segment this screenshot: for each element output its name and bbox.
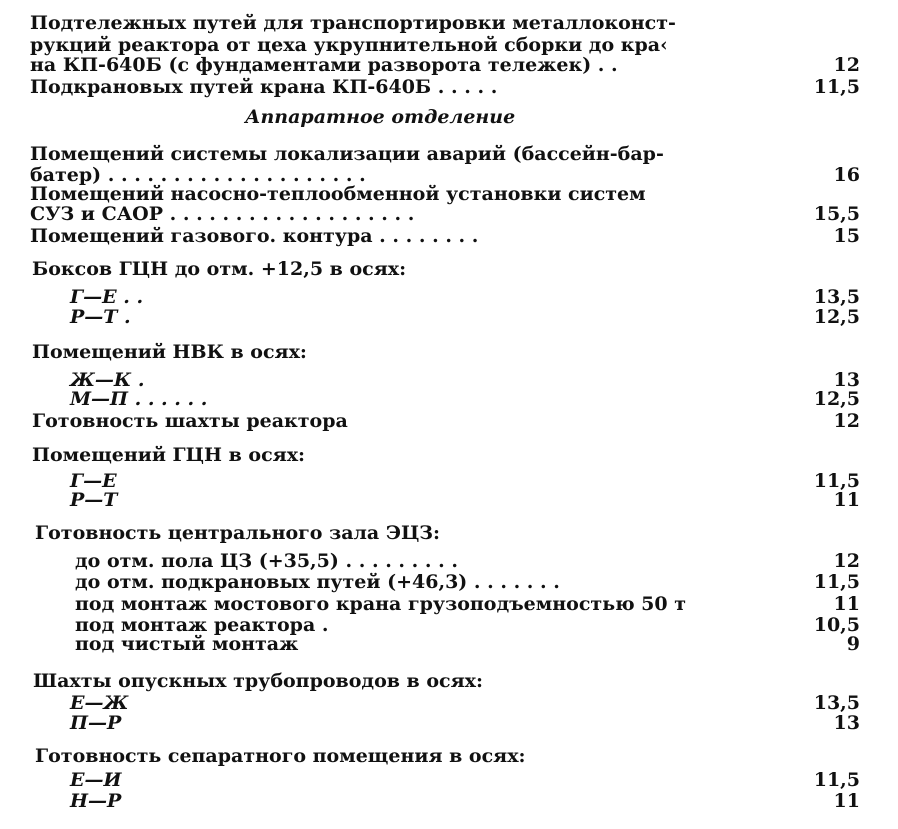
line-value: 9	[846, 633, 860, 655]
text-line	[0, 258, 898, 280]
text-line	[0, 54, 898, 76]
text-line	[0, 12, 898, 34]
text-line	[0, 670, 898, 692]
line-value: 11,5	[813, 769, 860, 791]
line-text: Готовность центрального зала ЭЦЗ:	[35, 522, 441, 544]
line-value: 11,5	[813, 470, 860, 492]
line-value: 12	[833, 410, 860, 432]
line-text: Н—Р	[70, 790, 122, 812]
line-value: 12	[833, 550, 860, 572]
line-value: 12,5	[813, 306, 860, 328]
line-value: 11	[833, 790, 860, 812]
line-text: до отм. подкрановых путей (+46,3) . . . . . . .	[75, 571, 560, 593]
line-text: Г—Е . .	[70, 286, 144, 308]
text-line	[0, 34, 898, 56]
text-line	[0, 76, 898, 98]
line-text: Помещений насосно-теплообменной установки систем	[30, 183, 646, 205]
line-text: Ж—К .	[70, 369, 145, 391]
line-text: до отм. пола ЦЗ (+35,5) . . . . . . . . .	[75, 550, 458, 572]
line-text: Готовность сепаратного помещения в осях:	[35, 745, 526, 767]
section-heading: Аппаратное отделение	[245, 106, 516, 128]
line-text: Помещений ГЦН в осях:	[32, 444, 306, 466]
line-text: Боксов ГЦН до отм. +12,5 в осях:	[32, 258, 407, 280]
text-line	[0, 550, 898, 572]
line-text: Помещений газового. контура . . . . . . . .	[30, 225, 479, 247]
line-value: 13,5	[813, 692, 860, 714]
line-text: батер) . . . . . . . . . . . . . . . . . . . .	[30, 164, 366, 186]
line-value: 12,5	[813, 388, 860, 410]
text-line	[0, 286, 898, 308]
text-line	[0, 790, 898, 812]
text-line	[0, 692, 898, 714]
text-line	[0, 203, 898, 225]
line-value: 13,5	[813, 286, 860, 308]
text-line	[0, 410, 898, 432]
text-line	[0, 489, 898, 511]
text-line	[0, 306, 898, 328]
line-text: П—Р	[70, 712, 122, 734]
line-text: Е—Ж	[70, 692, 129, 714]
line-text: под монтаж мостового крана грузоподъемностью 50 т	[75, 593, 687, 615]
text-line	[0, 388, 898, 410]
line-value: 15,5	[813, 203, 860, 225]
line-value: 12	[833, 54, 860, 76]
line-value: 16	[833, 164, 860, 186]
line-text: Готовность шахты реактора	[32, 410, 348, 432]
text-line	[0, 522, 898, 544]
line-text: на КП-640Б (с фундаментами разворота тележек) . .	[30, 54, 618, 76]
text-line	[0, 633, 898, 655]
line-value: 11	[833, 489, 860, 511]
line-text: СУЗ и САОР . . . . . . . . . . . . . . . . . . .	[30, 203, 415, 225]
line-text: Шахты опускных трубопроводов в осях:	[33, 670, 483, 692]
line-text: Р—Т	[70, 489, 118, 511]
line-value: 13	[833, 369, 860, 391]
line-text: Г—Е	[70, 470, 117, 492]
line-text: рукций реактора от цеха укрупнительной сборки до кра‹	[30, 34, 668, 56]
text-line	[0, 769, 898, 791]
text-line	[0, 444, 898, 466]
text-line	[0, 225, 898, 247]
line-text: М—П . . . . . .	[70, 388, 208, 410]
line-text: Подкрановых путей крана КП-640Б . . . . .	[30, 76, 498, 98]
line-value: 11	[833, 593, 860, 615]
line-text: Помещений системы локализации аварий (бассейн-бар-	[30, 143, 664, 165]
line-text: под чистый монтаж	[75, 633, 299, 655]
line-value: 10,5	[813, 614, 860, 636]
line-value: 15	[833, 225, 860, 247]
text-line	[0, 183, 898, 205]
line-value: 11,5	[813, 76, 860, 98]
text-line	[0, 341, 898, 363]
line-text: Помещений НВК в осях:	[32, 341, 307, 363]
line-text: Е—И	[70, 769, 122, 791]
text-line	[0, 712, 898, 734]
line-text: под монтаж реактора .	[75, 614, 329, 636]
text-line	[0, 143, 898, 165]
line-value: 13	[833, 712, 860, 734]
text-line	[0, 571, 898, 593]
text-line	[0, 593, 898, 615]
line-text: Подтележных путей для транспортировки металлоконст-	[30, 12, 676, 34]
text-line	[0, 745, 898, 767]
line-value: 11,5	[813, 571, 860, 593]
line-text: Р—Т .	[70, 306, 131, 328]
